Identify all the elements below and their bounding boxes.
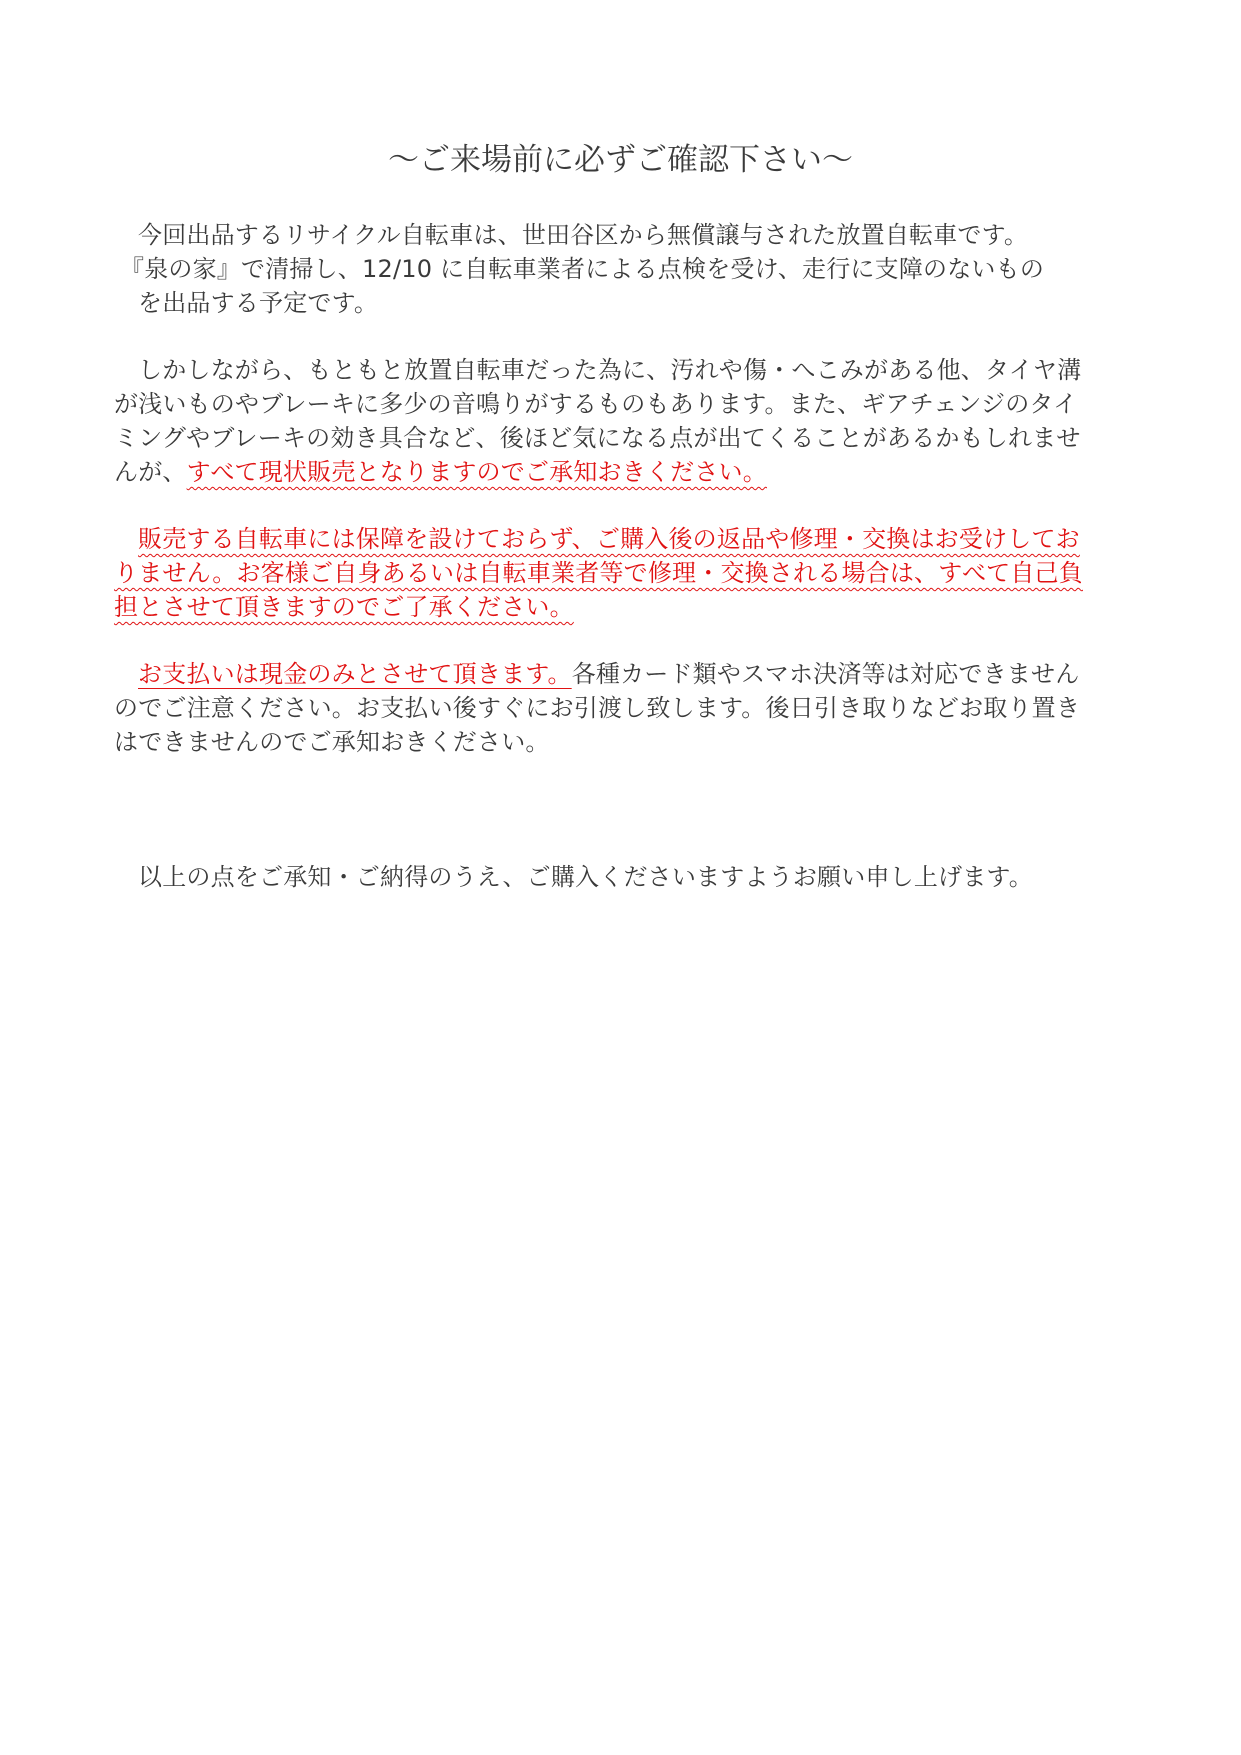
no-warranty-line-3: 担とさせて頂きますのでご了承ください。 bbox=[114, 593, 574, 621]
intro-paragraph bbox=[114, 218, 1119, 320]
condition-line-3: ミングやブレーキの効き具合など、後ほど気になる点が出てくることがあるかもしれませ bbox=[114, 424, 1081, 452]
page-title: ～ご来場前に必ずご確認下さい～ bbox=[388, 142, 853, 178]
as-is-sale-warning: すべて現状販売となりますのでご承知おきください。 bbox=[186, 458, 767, 486]
closing-line-1: 以上の点をご承知・ご納得のうえ、ご購入くださいますようお願い申し上げます。 bbox=[138, 863, 1033, 891]
intro-line-2: 『泉の家』で清掃し、12/10 に自転車業者による点検を受け、走行に支障のないもの bbox=[120, 255, 1045, 283]
condition-line-1: しかしながら、もともと放置自転車だった為に、汚れや傷・へこみがある他、タイヤ溝 bbox=[138, 356, 1082, 384]
condition-line-2: が浅いものやブレーキに多少の音鳴りがするものもあります。また、ギアチェンジのタイ bbox=[114, 390, 1078, 418]
no-warranty-line-3-wrap bbox=[114, 590, 1119, 624]
payment-line-1-rest: 各種カード類やスマホ決済等は対応できません bbox=[571, 660, 1080, 688]
condition-line-4-prefix: んが、 bbox=[114, 458, 187, 486]
intro-line-3: を出品する予定です。 bbox=[138, 289, 379, 317]
cash-only-warning: お支払いは現金のみとさせて頂きます。 bbox=[138, 660, 572, 688]
condition-paragraph bbox=[114, 353, 1119, 489]
no-warranty-paragraph bbox=[114, 522, 1119, 624]
no-warranty-line-2-wrap bbox=[114, 556, 1119, 590]
intro-line-1: 今回出品するリサイクル自転車は、世田谷区から無償譲与された放置自転車です。 bbox=[138, 221, 1029, 249]
payment-line-2: のでご注意ください。お支払い後すぐにお引渡し致します。後日引き取りなどお取り置き bbox=[114, 694, 1081, 722]
no-warranty-line-1: 販売する自転車には保障を設けておらず、ご購入後の返品や修理・交換はお受けしてお bbox=[138, 525, 1080, 553]
no-warranty-line-1-wrap bbox=[114, 522, 1119, 556]
payment-paragraph bbox=[114, 657, 1119, 759]
payment-line-3: はできませんのでご承知おきください。 bbox=[114, 728, 550, 756]
closing-paragraph bbox=[114, 860, 1119, 894]
condition-line-4 bbox=[114, 455, 1119, 489]
payment-line-1 bbox=[114, 657, 1119, 691]
no-warranty-line-2: りません。お客様ご自身あるいは自転車業者等で修理・交換される場合は、すべて自己負 bbox=[114, 559, 1083, 587]
